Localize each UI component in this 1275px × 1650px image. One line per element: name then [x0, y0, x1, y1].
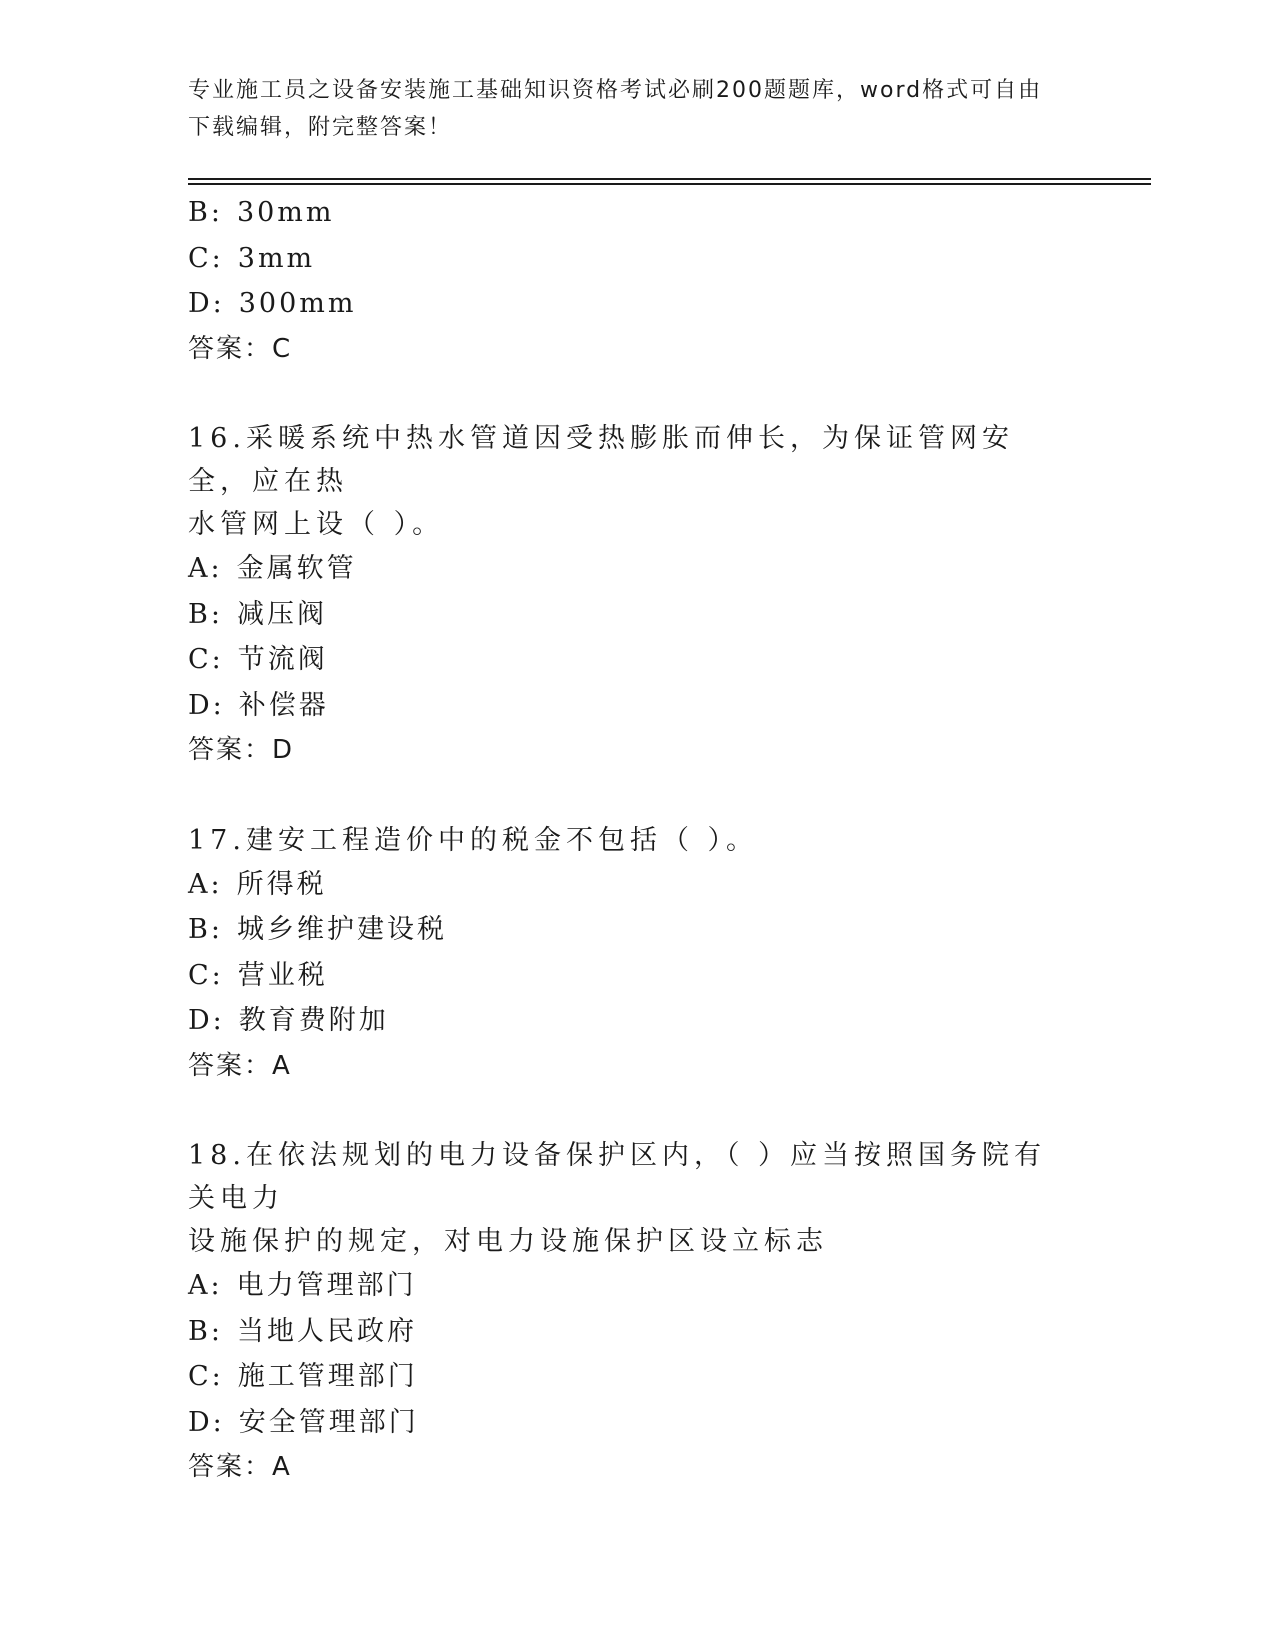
option-c	[188, 953, 1088, 999]
option-a	[188, 1263, 1088, 1309]
answer: 答案：A	[188, 1050, 292, 1081]
header-rule-top	[188, 178, 1151, 180]
option-label: D:	[188, 1005, 225, 1036]
header-line-1: 专业施工员之设备安装施工基础知识资格考试必刷200题题库，word格式可自由	[188, 78, 1043, 103]
option-b	[188, 907, 1088, 953]
option-label: B:	[188, 598, 223, 630]
option-text: 电力管理部门	[236, 1270, 417, 1301]
question-17	[188, 819, 1088, 1090]
option-label: D:	[188, 288, 225, 319]
option-text: 所得税	[236, 868, 327, 900]
option-label: C:	[188, 644, 224, 675]
option-label: B:	[188, 197, 223, 228]
option-text: 减压阀	[236, 598, 327, 630]
option-text: 补偿器	[238, 689, 329, 721]
question-text	[188, 417, 1068, 546]
option-text: 安全管理部门	[238, 1406, 419, 1438]
question-line-1: 18.在依法规划的电力设备保护区内，（ ）应当按照国务院有关电力	[188, 1140, 1047, 1214]
option-label: C:	[188, 1361, 224, 1392]
option-text: 节流阀	[237, 644, 328, 675]
option-c	[188, 1354, 1088, 1400]
option-label: A:	[188, 1270, 223, 1301]
option-d	[188, 998, 1088, 1044]
option-text: 教育费附加	[238, 1005, 389, 1036]
question-line-1: 16.采暖系统中热水管道因受热膨胀而伸长，为保证管网安全，应在热	[188, 423, 1014, 497]
question-content	[188, 190, 1088, 1491]
document-header	[188, 72, 1088, 146]
answer: 答案：A	[188, 1452, 292, 1482]
option-a	[188, 862, 1088, 908]
option-text: 施工管理部门	[237, 1361, 418, 1392]
question-15-tail	[188, 190, 1088, 372]
option-label: D:	[188, 1406, 225, 1438]
option-label: A:	[188, 868, 223, 900]
option-a	[188, 546, 1088, 592]
question-16	[188, 417, 1088, 774]
option-d	[188, 1400, 1088, 1446]
option-d	[188, 281, 1088, 327]
option-label: A:	[188, 553, 223, 584]
option-d	[188, 683, 1088, 729]
option-c	[188, 236, 1088, 282]
question-line-2: 水管网上设（ ）。	[188, 509, 445, 540]
answer: 答案：C	[188, 333, 293, 364]
header-line-2: 下载编辑，附完整答案！	[188, 115, 453, 140]
answer: 答案：D	[188, 735, 295, 765]
question-text	[188, 1134, 1068, 1263]
question-text	[188, 819, 1068, 862]
option-b	[188, 592, 1088, 638]
option-text: 30mm	[236, 197, 335, 228]
option-text: 当地人民政府	[236, 1315, 417, 1347]
option-c	[188, 637, 1088, 683]
option-text: 营业税	[237, 959, 328, 991]
option-label: B:	[188, 914, 223, 945]
header-rule-bottom	[188, 183, 1151, 185]
question-18	[188, 1134, 1088, 1491]
question-line-2: 设施保护的规定，对电力设施保护区设立标志	[188, 1226, 828, 1257]
option-text: 3mm	[237, 242, 316, 274]
option-b	[188, 1309, 1088, 1355]
option-label: C:	[188, 242, 224, 274]
option-text: 城乡维护建设税	[236, 914, 447, 945]
option-label: D:	[188, 689, 225, 721]
option-text: 300mm	[238, 288, 357, 319]
option-b	[188, 190, 1088, 236]
option-label: B:	[188, 1315, 223, 1347]
question-line-1: 17.建安工程造价中的税金不包括（ ）。	[188, 824, 759, 856]
option-text: 金属软管	[236, 553, 357, 584]
option-label: C:	[188, 959, 224, 991]
